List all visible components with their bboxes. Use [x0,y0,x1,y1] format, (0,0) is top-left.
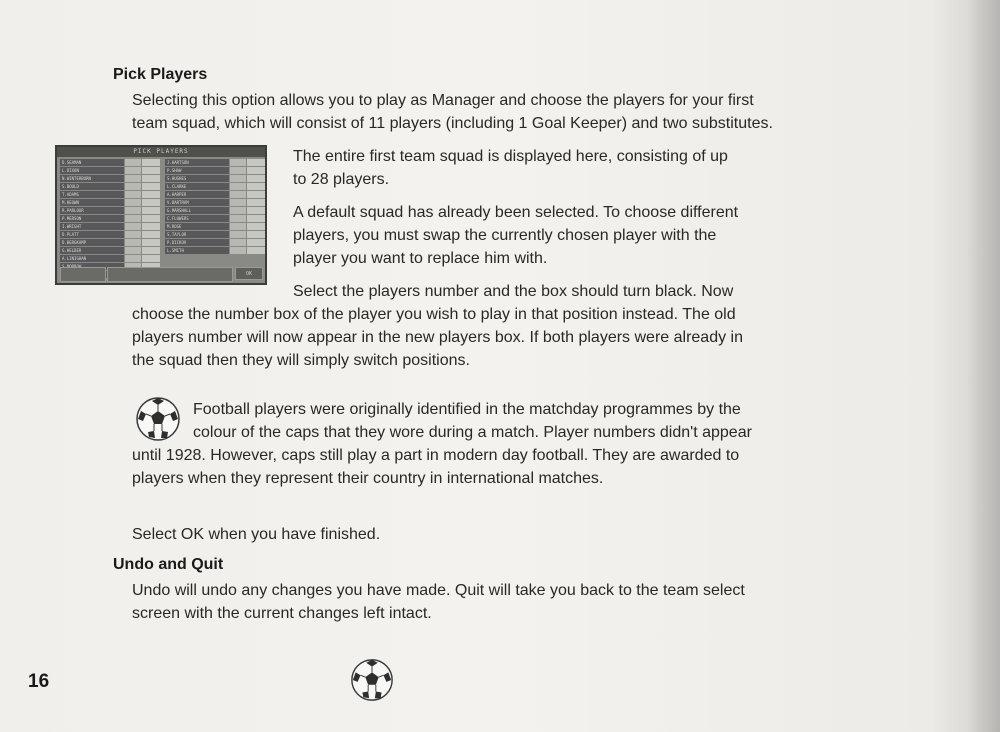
swap-line-4: the squad then they will simply switch positions. [132,352,470,369]
page-number: 16 [28,671,50,692]
screenshot-player-name: P.SHAW [165,167,229,174]
screenshot-right-column [165,159,265,255]
screenshot-player-pos-box [142,199,160,206]
screenshot-player-number-box [230,175,246,182]
screenshot-undo-box [60,267,106,282]
intro-line-1: Selecting this option allows you to play as Manager and choose the players for your first [132,92,754,109]
screenshot-player-pos-box [247,215,265,222]
screenshot-player-row [165,247,265,254]
screenshot-player-row [165,183,265,190]
screenshot-player-row [165,231,265,238]
screenshot-player-name: R.PARLOUR [60,207,124,214]
screenshot-player-pos-box [247,191,265,198]
screenshot-player-pos-box [247,207,265,214]
screenshot-player-row [165,167,265,174]
screenshot-player-number-box [230,239,246,246]
screenshot-player-number-box [230,159,246,166]
section-heading-undo-quit: Undo and Quit [113,556,224,573]
screenshot-player-name: M.KEOWN [60,199,124,206]
default-squad-line-2: players, you must swap the currently chosen player with the [293,227,717,244]
screenshot-ok-button: OK [235,267,263,280]
screenshot-player-name: G.MARSHALL [165,207,229,214]
fact-line-2: colour of the caps that they wore during a match. Player numbers didn't appear [193,424,752,441]
screenshot-player-pos-box [247,183,265,190]
screenshot-player-row [60,247,160,254]
screenshot-player-row [60,231,160,238]
screenshot-player-pos-box [142,159,160,166]
screenshot-player-row [60,215,160,222]
screenshot-player-number-box [230,167,246,174]
screenshot-player-number-box [125,231,141,238]
screenshot-player-pos-box [142,167,160,174]
screenshot-player-number-box [125,159,141,166]
section-heading-pick-players: Pick Players [113,66,208,83]
swap-line-2: choose the number box of the player you wish to play in that position instead. The old [132,306,736,323]
select-ok-text: Select OK when you have finished. [132,526,381,543]
screenshot-player-number-box [230,207,246,214]
screenshot-player-row [60,191,160,198]
screenshot-player-number-box [230,223,246,230]
screenshot-player-name: L.CLARKE [165,183,229,190]
fact-line-4: players when they represent their country in international matches. [132,470,604,487]
screenshot-player-pos-box [247,199,265,206]
screenshot-player-row [60,223,160,230]
screenshot-player-pos-box [247,223,265,230]
football-icon [349,657,395,703]
screenshot-player-name: D.PLATT [60,231,124,238]
screenshot-player-name: P.DICKOV [165,239,229,246]
screenshot-player-row [60,255,160,262]
screenshot-player-pos-box [247,247,265,254]
undo-quit-line-1: Undo will undo any changes you have made. Quit will take you back to the team select [132,582,745,599]
screenshot-player-pos-box [142,231,160,238]
screenshot-player-number-box [230,183,246,190]
screenshot-player-name: J.HARTSON [165,159,229,166]
pick-players-screenshot [55,145,267,285]
swap-line-1: Select the players number and the box should turn black. Now [293,283,734,300]
screenshot-player-pos-box [142,255,160,262]
undo-quit-line-2: screen with the current changes left intact. [132,605,432,622]
screenshot-player-row [165,239,265,246]
screenshot-player-row [60,183,160,190]
screenshot-player-pos-box [142,247,160,254]
screenshot-player-pos-box [247,239,265,246]
screenshot-player-number-box [125,207,141,214]
screenshot-player-row [165,175,265,182]
screenshot-left-column [60,159,160,279]
screenshot-player-row [165,199,265,206]
screenshot-player-row [165,223,265,230]
screenshot-player-name: N.WINTERBURN [60,175,124,182]
book-spine-shadow [966,0,1000,732]
screenshot-player-pos-box [142,183,160,190]
screenshot-player-name: M.ROSE [165,223,229,230]
screenshot-player-name: A.LINIGHAN [60,255,124,262]
fact-line-1: Football players were originally identified in the matchday programmes by the [193,401,741,418]
screenshot-player-pos-box [142,175,160,182]
screenshot-player-name: A.HARPER [165,191,229,198]
screenshot-player-pos-box [142,191,160,198]
screenshot-player-row [165,191,265,198]
screenshot-player-number-box [125,183,141,190]
screenshot-player-pos-box [247,231,265,238]
screenshot-player-row [165,207,265,214]
screenshot-player-pos-box [142,223,160,230]
screenshot-player-number-box [125,175,141,182]
screenshot-player-name: T.ADAMS [60,191,124,198]
squad-line-2: to 28 players. [293,171,390,188]
screenshot-player-number-box [230,191,246,198]
screenshot-player-pos-box [247,159,265,166]
screenshot-player-number-box [125,215,141,222]
screenshot-player-number-box [230,231,246,238]
swap-line-3: players number will now appear in the new players box. If both players were already in [132,329,743,346]
screenshot-player-number-box [125,255,141,262]
screenshot-player-pos-box [142,207,160,214]
screenshot-player-name: G.HELDER [60,247,124,254]
screenshot-player-row [165,215,265,222]
screenshot-player-number-box [125,239,141,246]
screenshot-player-name: D.SEAMAN [60,159,124,166]
screenshot-player-row [60,207,160,214]
screenshot-player-name: P.MERSON [60,215,124,222]
screenshot-player-number-box [125,167,141,174]
screenshot-player-pos-box [247,175,265,182]
screenshot-player-number-box [125,247,141,254]
screenshot-player-number-box [125,223,141,230]
screenshot-player-name: D.BERGKAMP [60,239,124,246]
screenshot-player-name: S.TAYLOR [165,231,229,238]
screenshot-player-name: V.BARTRAM [165,199,229,206]
screenshot-player-name: I.WRIGHT [60,223,124,230]
screenshot-player-row [60,199,160,206]
default-squad-line-1: A default squad has already been selected. To choose different [293,204,739,221]
screenshot-player-row [165,159,265,166]
fact-line-3: until 1928. However, caps still play a part in modern day football. They are awarded to [132,447,740,464]
screenshot-player-number-box [230,215,246,222]
screenshot-player-number-box [230,199,246,206]
screenshot-player-row [60,175,160,182]
screenshot-player-name: C.FLOWERS [165,215,229,222]
screenshot-player-row [60,167,160,174]
screenshot-player-row [60,159,160,166]
squad-line-1: The entire first team squad is displayed here, consisting of up [293,148,728,165]
screenshot-player-pos-box [247,167,265,174]
screenshot-player-number-box [125,199,141,206]
screenshot-player-name: L.DIXON [60,167,124,174]
football-icon [134,395,182,443]
screenshot-player-number-box [125,191,141,198]
intro-line-2: team squad, which will consist of 11 players (including 1 Goal Keeper) and two substitutes. [132,115,773,132]
screenshot-player-name: S.BOULD [60,183,124,190]
default-squad-line-3: player you want to replace him with. [293,250,548,267]
screenshot-player-pos-box [142,239,160,246]
screenshot-quit-box [107,267,233,282]
screenshot-player-number-box [230,247,246,254]
screenshot-player-name: S.HUGHES [165,175,229,182]
screenshot-player-pos-box [142,215,160,222]
screenshot-title: PICK PLAYERS [57,147,265,157]
screenshot-player-name: L.SMITH [165,247,229,254]
screenshot-player-row [60,239,160,246]
